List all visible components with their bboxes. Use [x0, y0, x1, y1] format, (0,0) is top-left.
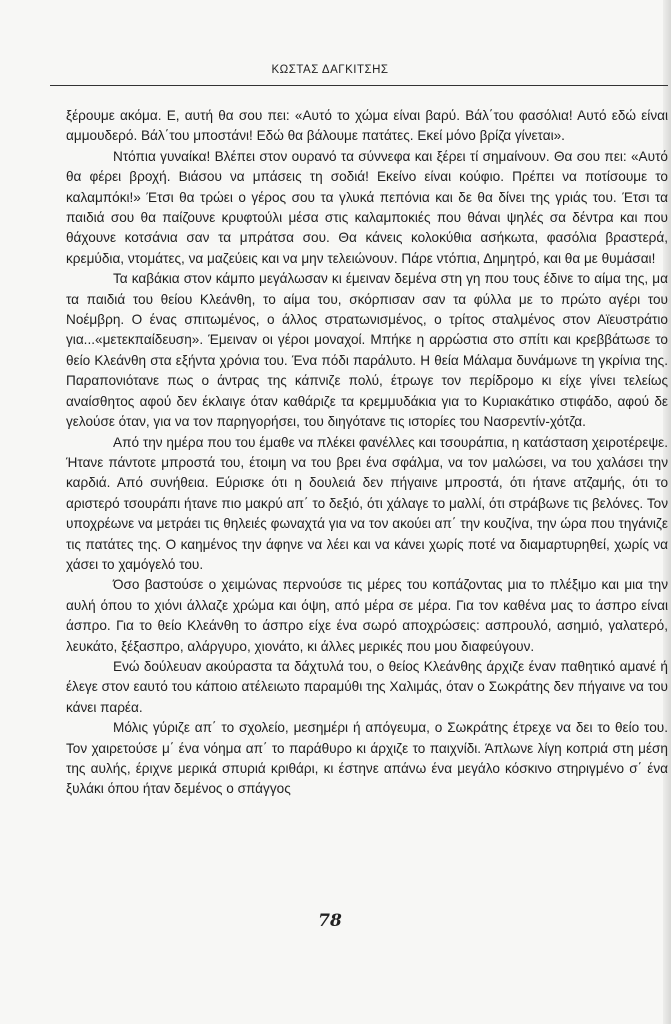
header-rule [50, 85, 668, 86]
page-number: 78 [318, 911, 342, 931]
paragraph: Μόλις γύριζε απ΄ το σχολείο, μεσημέρι ή απόγευμα, ο Σωκράτης έτρεχε να δει το θείο του. Τον χαιρετούσε μ΄ ένα νόημα απ΄ το παράθυρο κι άρχιζε το παιχνίδι. Άπλωνε λίγη κοπριά στη μέση της αυλής, έριχνε μερικά σπυριά κριθάρι, κι έστηνε απάνω ένα μεγάλο κόσκινο στηριγμένο σ΄ ένα ξυλάκι όπου ήταν δεμένος ο σπάγγος [66, 720, 668, 797]
paragraph: Ενώ δούλευαν ακούραστα τα δάχτυλά του, ο θείος Κλεάνθης άρχιζε έναν παθητικό αμανέ ή έλεγε στον εαυτό του κάποιο ατέλειωτο παραμύθι της Χαλιμάς, όταν ο Σωκράτης δεν πήγαινε να του κάνει παρέα. [66, 658, 668, 715]
paragraph-continued: ξέρουμε ακόμα. Ε, αυτή θα σου πει: «Αυτό το χώμα είναι βαρύ. Βάλ΄του φασόλια! Αυτό εδώ είναι αμμουδερό. Βάλ΄του μποστάνι! Εδώ θα βάλουμε πατάτες. Εκεί μόνο βρίζα γίνεται». [66, 108, 668, 144]
paragraph: Όσο βαστούσε ο χειμώνας περνούσε τις μέρες του κοπάζοντας μια το πλέξιμο και μια την αυλή όπου το χιόνι άλλαζε χρώμα και όψη, από μέρα σε μέρα. Για τον καθένα μας το άσπρο είναι άσπρο. Για το θείο Κλεάνθη το άσπρο είχε ένα σωρό αποχρώσεις: ασπρουλό, ασημιό, γαλατερό, λευκάτο, ξέξασπρο, αλάργυρο, χιονάτο, κι άλλες μερικές που μου διαφεύγουν. [66, 577, 668, 654]
body-text [66, 106, 668, 800]
paragraph: Ντόπια γυναίκα! Βλέπει στον ουρανό τα σύννεφα και ξέρει τί σημαίνουν. Θα σου πει: «Αυτό θα φέρει βροχή. Βιάσου να μπάσεις τη σοδιά! Εκείνο είναι κούφιο. Πρέπει να ποτίσουμε το καλαμπόκι!» Έτσι θα τρώει ο γέρος σου τα γλυκά πεπόνια και δε θα δίνει της γριάς του. Έτσι τα παιδιά σου θα παίζουνε κρυφτούλι μέσα στις καλαμποκιές που θάναι ψηλές σα δέντρα και που θάχουνε κοτσάνια σαν τα μπράτσα σου. Θα κάνεις κολοκύθια ασήκωτα, φασόλια βραστερά, κρεμύδια, ντομάτες, να μαζεύεις και να μην τελειώνουν. Πάρε ντόπια, Δημητρό, και θα με θυμάσαι! [66, 148, 668, 266]
paragraph: Τα καβάκια στον κάμπο μεγάλωσαν κι έμειναν δεμένα στη γη που τους έδινε το αίμα της, μα τα παιδιά του θείου Κλεάνθη, το αίμα του, σκόρπισαν σαν τα φύλλα με το πρώτο αγέρι του Νοέμβρη. Ο ένας σπιτωμένος, ο άλλος στρατωνισμένος, ο τρίτος σταλμένος στον Αϊευστράτιο για...«μετεκπαίδευση». Έμειναν οι γέροι μοναχοί. Μπήκε η αρρώστια στο σπίτι και κρεββάτωσε το θείο Κλεάνθη στα εξήντα χρόνια του. Ένα πόδι παράλυτο. Η θεία Μάλαμα δυνάμωνε τη γκρίνια της. Παραπονιότανε πως ο άντρας της κάπνιζε πολύ, έτρωγε τον περίδρομο κι είχε γίνει τελείως αναίσθητος αφού δεν έκλαιγε όταν καθάριζε τα κρεμμυδάκια για το Κυριακάτικο στιφάδο, αφού δε γελούσε όταν, για να τον παρηγορήσει, του διηγότανε τις ιστορίες του Νασρεντίν-χότζα. [66, 271, 668, 430]
paragraph: Από την ημέρα που του έμαθε να πλέκει φανέλλες και τσουράπια, η κατάσταση χειροτέρεψε. Ήτανε πάντοτε μπροστά του, έτοιμη να του βρει ένα σφάλμα, να τον μαλώσει, να του χαλάσει την καρδιά. Από συνήθεια. Εύρισκε ότι η δουλειά δεν πήγαινε μπροστά, ότι ήτανε ατζαμής, ότι το αριστερό τσουράπι ήτανε πιο μακρύ απ΄ το δεξιό, ότι χάλαγε το μαλλί, ότι στράβωνε τις βελόνες. Τον υποχρέωνε να μετράει τις θηλειές φωναχτά για να τον ακούει απ΄ την κουζίνα, την ώρα που τηγάνιζε τις πατάτες της. Ο καημένος την άφηνε να λέει και να κάνει χωρίς ποτέ να διαμαρτυρηθεί, χωρίς να χάσει το χαμόγελό του. [66, 434, 668, 572]
running-head: ΚΩΣΤΑΣ ΔΑΓΚΙΤΣΗΣ [271, 64, 389, 76]
